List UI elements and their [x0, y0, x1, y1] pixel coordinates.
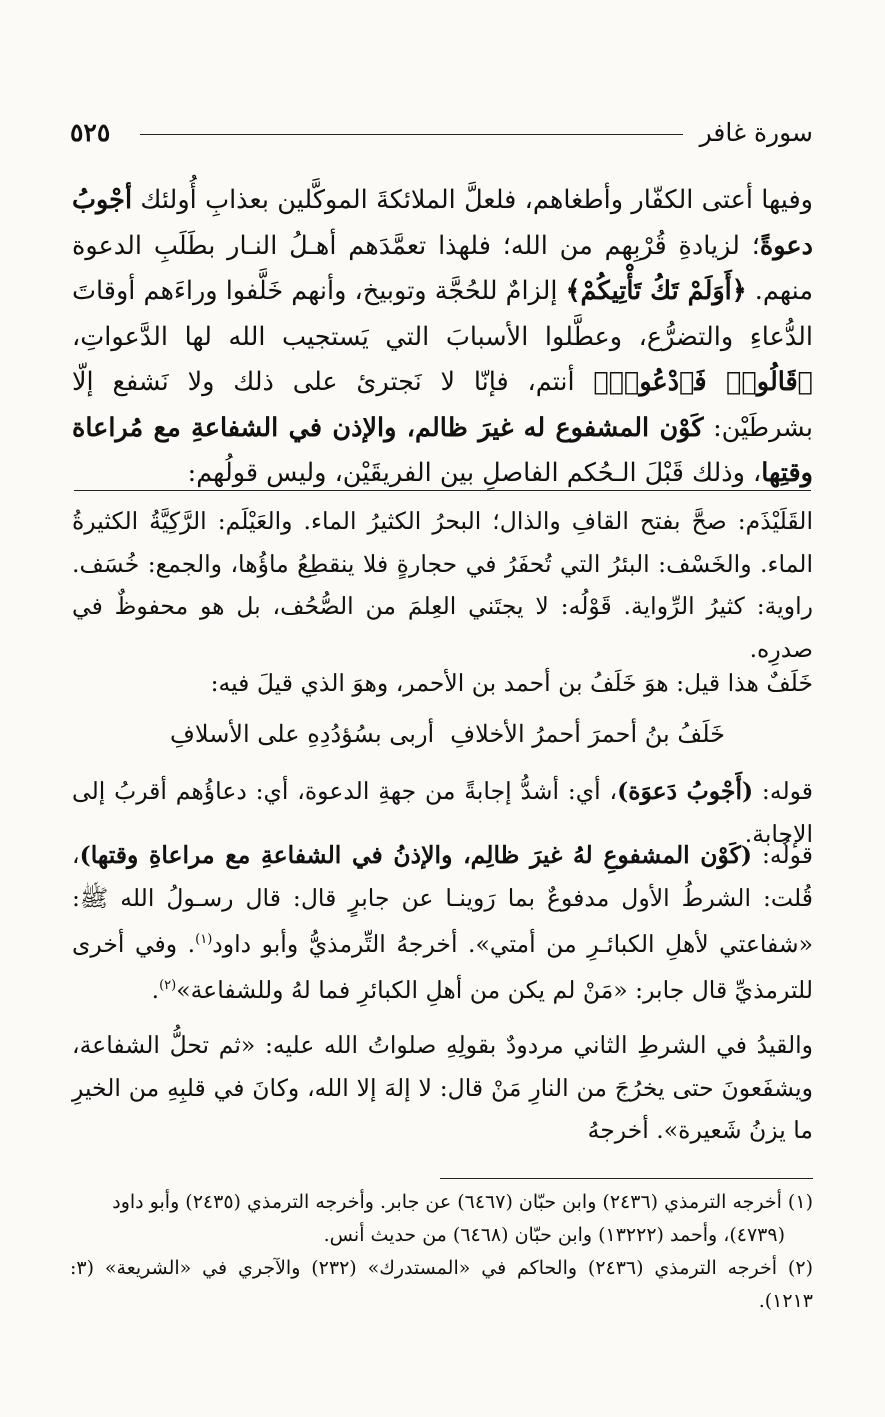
- footnote-text: (٢) أخرجه الترمذي (٢٤٣٦) والحاكم في «المستدرك» (٢٣٢) والآجري في «الشريعة» (٣: ١٢١٣).: [70, 1257, 813, 1312]
- text-span: .: [151, 976, 160, 1005]
- footnotes: [70, 1186, 813, 1318]
- page-number: ٥٢٥: [70, 118, 111, 147]
- commentary-paragraph: [72, 834, 813, 1012]
- footnote-ref[interactable]: (١): [195, 932, 213, 947]
- text-span: إلزامٌ للحُجَّة وتوبيخ، وأنهم خَلَّفوا وراءَهم أوقاتَ الدُّعاءِ والتضرُّع، وعطَّلوا الأسبابَ التي يَستجيب الله لها الدَّعواتِ،: [72, 276, 813, 352]
- bold-phrase: أجْوبُ دعوةً: [72, 185, 813, 261]
- commentary-paragraph: والقيدُ في الشرطِ الثاني مردودٌ بقولِهِ صلواتُ الله عليه: «ثم تحلُّ الشفاعة، ويشفَعونَ حتى يخرُجَ من النارِ مَنْ قال: لا إلهَ إلا الله، وكانَ في قلبِهِ من الخيرِ ما يزنُ شَعيرة». أخرجهُ: [72, 1031, 813, 1144]
- text-span: ، وذلك قَبْلَ الـحُكم الفاصلِ بين الفريقَيْن، وليس قولُهم:: [187, 458, 762, 488]
- text-span: قولُه:: [752, 841, 814, 869]
- footnote-text: (٤٧٣٩)، وأحمد (١٣٢٢٢) وابن حبّان (٦٤٦٨) من حديث أنس.: [323, 1224, 785, 1246]
- verse-second-hemistich: أربى بسُؤدُدِهِ على الأسلافِ: [170, 720, 435, 748]
- header-rule: [140, 134, 683, 135]
- section-divider: [74, 490, 811, 491]
- commentary-paragraph: القَلَيْذَم: صحَّ بفتح القافِ والذال؛ البحرُ الكثيرُ الماء. والعَيْلَم: الرَّكِيَّةُ الكثيرةُ الماء. والخَسْف: البئرُ التي تُحفَرُ في حجارةٍ فلا ينقطِعُ ماؤُها، والجمع: خُسَف. راوية: كثيرُ الرِّواية. قَوْلُه: لا يجتَني العِلمَ من الصُّحُف، بل هو محفوظٌ في صدرِه.: [72, 507, 813, 663]
- bold-phrase: (كَوْن المشفوعِ لهُ غيرَ ظالِم، والإذنُ في الشفاعةِ مع مراعاةِ وقتها): [79, 841, 753, 869]
- running-header: [70, 118, 813, 158]
- main-paragraph: [72, 178, 813, 497]
- text-span: ، قُلت: الشرطُ الأول مدفوعٌ بما رَوينـا عن جابرٍ قال: قال رسـولُ الله ﷺ: «شفاعتي لأهلِ الكبائـرِ من أمتي». أخرجهُ التِّرمذيُّ وأبو داود: [72, 841, 813, 958]
- bold-phrase: كَوْن المشفوع له غيرَ ظالم، والإذن في الشفاعةِ مع مُراعاة وقتِها: [72, 412, 813, 488]
- bold-phrase: (أَجْوبُ دَعوَة): [617, 777, 754, 805]
- commentary-block: [72, 662, 813, 705]
- text-span: قوله:: [753, 777, 813, 805]
- commentary-paragraph: خَلَفٌ هذا قيل: هوَ خَلَفُ بن أحمد بن الأحمر، وهوَ الذي قيلَ فيه:: [210, 669, 813, 697]
- poetry-verse: [170, 712, 725, 756]
- commentary-block: [72, 1024, 813, 1152]
- text-span: ، أي: أشدُّ إجابةً من جهةِ الدعوة، أي: دعاؤُهم أقربُ إلى الإجابة.: [72, 777, 813, 848]
- text-span: ؛ لزيادةِ قُرْبِهم من الله؛ فلهذا تعمَّدَهم أهـلُ النـار بطَلَبِ الدعوة منهم.: [72, 230, 813, 306]
- footnote-1: [70, 1186, 813, 1219]
- verse-first-hemistich: خَلَفُ بنُ أحمرَ أحمرُ الأخلافِ: [450, 720, 725, 748]
- text-span: أنتم، فإنّا لا نَجترئ على ذلك ولا نَشفع إلّا بشرطَيْن:: [72, 367, 813, 443]
- commentary-block: [72, 834, 813, 1012]
- main-text: [72, 178, 813, 497]
- footnote-ref[interactable]: (٢): [159, 978, 177, 994]
- quran-quote: ﴿قَالُوا۟ فَٱدْعُوا۟﴾: [593, 367, 813, 397]
- footnote-rule: [440, 1178, 813, 1179]
- surah-title: سورة غافر: [699, 118, 813, 147]
- text-span: . وفي أخرى للترمذيِّ قال جابر: «مَنْ لم يكن من أهلِ الكبائرِ فما لهُ وللشفاعة»: [72, 929, 813, 1005]
- quran-quote: ﴿أَوَلَمْ تَكُ تَأْتِيكُمْ﴾: [565, 276, 747, 306]
- footnote-2: [70, 1252, 813, 1318]
- footnote-text: (١) أخرجه الترمذي (٢٤٣٦) وابن حبّان (٦٤٦٧) عن جابر. وأخرجه الترمذي (٢٤٣٥) وأبو داود: [112, 1191, 813, 1213]
- commentary-block: [72, 500, 813, 670]
- footnote-1-cont: [70, 1219, 813, 1252]
- text-span: وفيها أعتى الكفّار وأطغاهم، فلعلَّ الملائكةَ الموكَّلين بعذابِ أُولئك: [132, 185, 813, 215]
